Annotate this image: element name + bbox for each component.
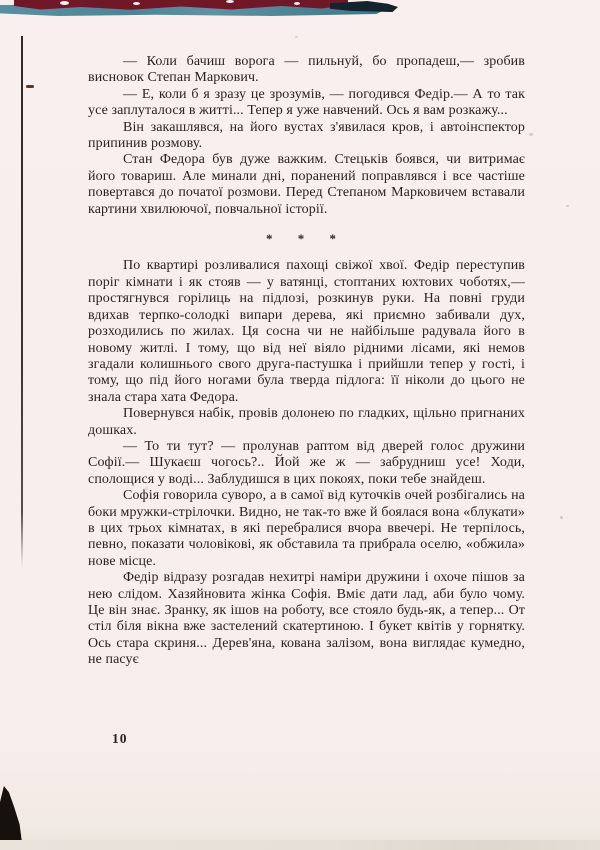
dust-speck: [529, 133, 533, 136]
scan-artifact-white-speck: [60, 1, 69, 5]
section-separator: * * *: [266, 231, 347, 247]
scan-artifact-white-speck: [226, 0, 234, 3]
page-spine-edge-line: [21, 36, 23, 566]
paragraph: Софія говорила суворо, а в самої від куточків очей розбігались на боки мружки-стрілочки. Видно, не так-то вже й боялася вона «блукати» в цих трьох кімнатах, в які перебралися вчора ввечері. Не терпілось, певно, показати чоловікові, як обставила та прибрала оселю, «обжила» нове місце.: [88, 488, 525, 569]
paragraph-dialog: — Коли бачиш ворога — пильнуй, бо пропадеш,— зробив висновок Степан Маркович.: [88, 54, 525, 86]
paragraph: Він закашлявся, на його вустах з'явилася кров, і автоінспектор припинив розмову.: [88, 119, 525, 152]
dust-speck: [295, 36, 298, 38]
dust-speck: [560, 516, 563, 519]
dust-speck: [566, 205, 569, 207]
paragraph-dialog: — То ти тут? — пролунав раптом від дверей голос дружини Софії.— Шукаєш чогось?.. Йой же ж — забрудниш усе! Ходи, сполощися у воді... Заблудишся в цих покоях, поки тебе знайдеш.: [88, 438, 525, 487]
paragraph: По квартирі розливалися пахощі свіжої хвої. Федір переступив поріг кімнати і як стояв — у ватянці, стоптаних юхтових чоботях,— простягнувся горілиць на підлозі, розкинув руки. На повні груди вдихав терпко-солодкі випари дерева, які приємно забивали дух, розходились по жилах. Ця сосна чи не найбільше радувала його в новому житлі. І тому, що від неї віяло рідними лісами, які немов згадали колишнього свого друга-пастушка і прийшли тепер у гості, і тому, що під його ногами була тверда підлога: її ніколи до цього не знала стара хата Федора.: [88, 258, 525, 405]
paragraph: Повернувся набік, провів долонею по гладких, щільно пригнаних дошках.: [88, 406, 525, 438]
ink-speck: [26, 85, 34, 88]
paragraph: Стан Федора був дуже важким. Стецьків боявся, чи витримає його товариш. Але минали дні, поранений поправлявся і все частіше повертався до початої розмови. Перед Степаном Марковичем вставали картини хвилюючої, повчальної історії.: [88, 152, 525, 217]
scan-artifact-white-speck: [294, 2, 300, 5]
page-text-block: [88, 54, 525, 669]
scan-artifact-white-speck: [133, 2, 140, 5]
scan-artifact-bottom-band: [0, 840, 600, 850]
paragraph: Федір відразу розгадав нехитрі наміри дружини і охоче пішов за нею слідом. Хазяйновита жінка Софія. Вміє дати лад, аби було чому. Це він знає. Зранку, як ішов на роботу, все стояло будь-як, а тепер... От стіл біля вікна вже застелений скатертиною. І букет квітів у горнятку. Ось стара скриня... Дерев'яна, кована залізом, вона виглядає кумедно, не пасує: [88, 570, 525, 668]
page-number: 10: [112, 731, 128, 746]
paragraph-dialog: — Е, коли б я зразу це зрозумів, — погодився Федір.— А то так усе заплуталося в житті... Тепер я уже навчений. Ось я вам розкажу...: [88, 86, 525, 119]
